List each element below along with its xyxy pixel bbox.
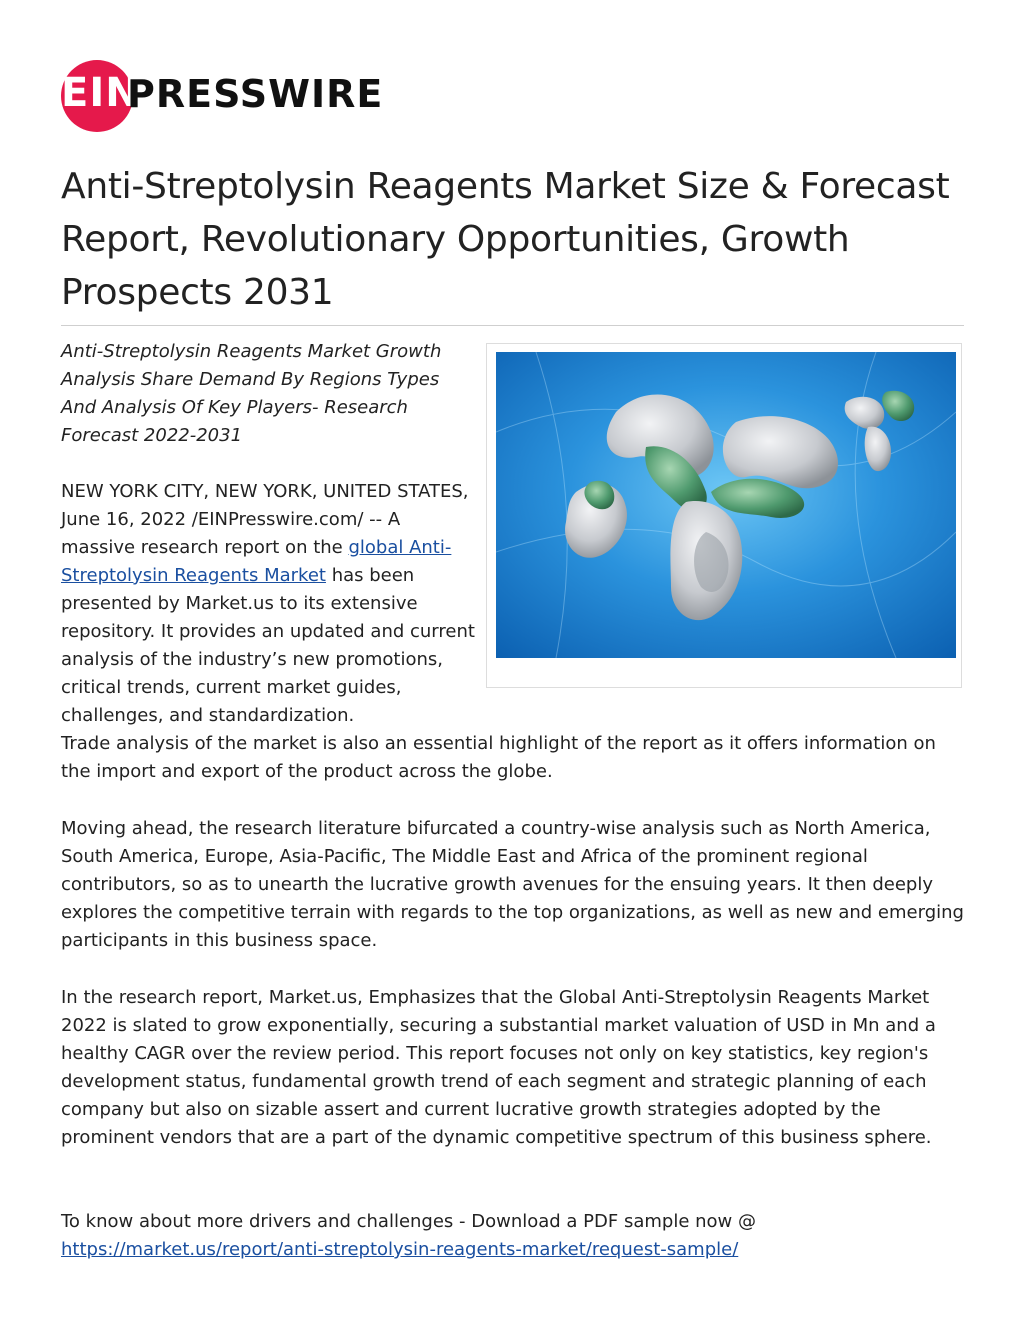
article-paragraph-2: Moving ahead, the research literature bifurcated a country-wise analysis such as North America, South America, Europe, Asia-Pacific, The Middle East and Africa of the prominent regional contributors, so as to unearth the lucrative growth avenues for the ensuing years. It then deeply explores the competitive terrain with regards to the top organizations, as well as new and emerging participants in this business space.	[61, 818, 964, 951]
article-paragraph-1: NEW YORK CITY, NEW YORK, UNITED STATES, June 16, 2022 /EINPresswire.com/ -- A massive research report on the global Anti-Streptolysin Reagents Market has been presented by Market.us to its extensive repository. It provides an updated and current analysis of the industry’s new promotions, critical trends, current market guides, challenges, and standardization.	[61, 481, 475, 726]
einpresswire-logo[interactable]	[61, 60, 401, 138]
article-title: Anti-Streptolysin Reagents Market Size & Forecast Report, Revolutionary Opportunities, Growth Prospects 2031	[61, 166, 950, 313]
market-report-link[interactable]: global Anti-Streptolysin Reagents Market	[61, 537, 452, 586]
article-paragraph-1-continued: Trade analysis of the market is also an essential highlight of the report as it offers information on the import and export of the product across the globe.	[61, 733, 936, 782]
article-paragraph-3: In the research report, Market.us, Emphasizes that the Global Anti-Streptolysin Reagents Market 2022 is slated to grow exponentially, securing a substantial market valuation of USD in Mn and a healthy CAGR over the review period. This report focuses not only on key statistics, key region's development status, fundamental growth trend of each segment and strategic planning of each company but also on sizable assert and current lucrative growth strategies adopted by the prominent vendors that are a part of the dynamic competitive spectrum of this business sphere.	[61, 987, 936, 1148]
article-image	[486, 343, 962, 688]
logo-presswire-text: PRESSWIRE	[127, 72, 384, 116]
article-subtitle: Anti-Streptolysin Reagents Market Growth Analysis Share Demand By Regions Types And Analysis Of Key Players- Research Forecast 2022-2031	[61, 341, 442, 446]
antibody-molecule-illustration-icon	[496, 352, 956, 658]
sample-request-link[interactable]: https://market.us/report/anti-streptolysin-reagents-market/request-sample/	[61, 1239, 739, 1260]
article-paragraph-4: To know about more drivers and challenges - Download a PDF sample now @ https://market.us/report/anti-streptolysin-reagents-market/request-sample/	[61, 1211, 757, 1260]
logo-ein-text: EIN	[61, 70, 140, 116]
title-divider	[61, 325, 964, 326]
